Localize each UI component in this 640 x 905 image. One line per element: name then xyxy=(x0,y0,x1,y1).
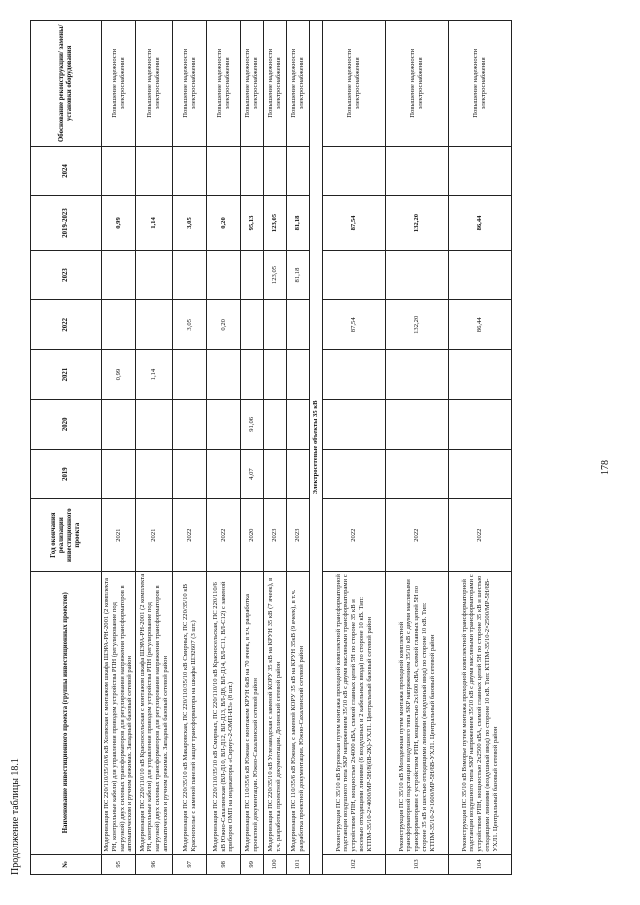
cell-v2021 xyxy=(386,350,449,400)
cell-v2023 xyxy=(207,250,241,300)
cell-year: 2022 xyxy=(207,499,241,571)
cell-total: 81,18 xyxy=(287,196,310,250)
cell-total: 3,05 xyxy=(173,196,207,250)
cell-v2024 xyxy=(207,146,241,196)
header-cell: Обоснование реконструкции/ замены/ установки оборудования xyxy=(31,21,102,147)
cell-v2023 xyxy=(102,250,136,300)
cell-name: Модернизация ПС 220/110/35/10/6 кВ Холмская с монтажом шкафа ШЭРА-РН-2001 (2 комплекта РН, контрольные кабели) для управления приводом устройства РПН (регулирование под нагрузкой) двух силовых трансформаторов для регулирования напряжения трансформаторов в автоматическом и ручном режимах. Западный базовый сетевой район xyxy=(102,571,136,854)
cell-v2023 xyxy=(323,250,386,300)
cell-n: 96 xyxy=(136,854,173,874)
cell-v2023 xyxy=(241,250,264,300)
header-cell: 2023 xyxy=(31,250,102,300)
cell-v2021 xyxy=(287,350,310,400)
table-row xyxy=(287,21,310,875)
header-cell: 2022 xyxy=(31,300,102,350)
cell-v2023 xyxy=(449,250,512,300)
table-row xyxy=(264,21,287,875)
header-cell: 2019-2023 xyxy=(31,196,102,250)
cell-v2020 xyxy=(323,399,386,449)
cell-v2023 xyxy=(386,250,449,300)
cell-v2024 xyxy=(386,146,449,196)
cell-v2019 xyxy=(264,449,287,499)
cell-v2024 xyxy=(136,146,173,196)
cell-v2022: 132,20 xyxy=(386,300,449,350)
cell-v2019 xyxy=(102,449,136,499)
cell-total: 87,54 xyxy=(323,196,386,250)
cell-name: Модернизация ПС 220/35/10 кВ Углезаводская с заменой КОРУ 35 кВ на КРУН 35 кВ (7 ячеек), в т.ч. разработка проектной документации. Долинский сетевой район xyxy=(264,571,287,854)
cell-v2019 xyxy=(287,449,310,499)
table-row xyxy=(136,21,173,875)
cell-v2024 xyxy=(102,146,136,196)
cell-v2019: 4,07 xyxy=(241,449,264,499)
cell-v2021: 1,14 xyxy=(136,350,173,400)
cell-n: 95 xyxy=(102,854,136,874)
cell-n: 101 xyxy=(287,854,310,874)
cell-reason: Повышение надежности электроснабжения xyxy=(136,21,173,147)
cell-v2022 xyxy=(241,300,264,350)
section-row xyxy=(310,21,323,875)
cell-v2024 xyxy=(323,146,386,196)
header-cell: Год окончания реализации инвестиционного проекта xyxy=(31,499,102,571)
cell-total: 123,05 xyxy=(264,196,287,250)
cell-name: Реконструкция ПС 35/10 кВ Взморье путем монтажа проходной комплектной трансформаторной подстанции воздушного типа SKP напряжением 35/10 кВ с двумя масляными трансформаторами с устройством РПН, мощностью 2х2500 кВА, схемой главных цепей 5Н по стороне 35 кВ и шестью отходящими линиями (воздушный ввод) по стороне 10 кВ. Тип: КТПМ-35/10-2×2500/МР-5Н/6В-УХЛ1. Центральный базовый сетевой район xyxy=(449,571,512,854)
cell-reason: Повышение надежности электроснабжения xyxy=(264,21,287,147)
cell-name: Реконструкция ПС 35/10 кВ Буровская путем монтажа проходной комплектной трансформаторной подстанции воздушного типа SKP напряжением 35/10 кВ с двумя масляными трансформаторами с устройством РПН, мощностью 2х4000 кВА, схемой главных цепей 5Н по стороне 35 кВ и восемью отходящими линиями (6 воздушных и 2 кабельных ввода) по стороне 10 кВ. Тип: КТПМ-35/10-2×4000/МР-5Н/8(6В-2К)-УХЛ1. Центральный базовый сетевой район xyxy=(323,571,386,854)
cell-year: 2021 xyxy=(102,499,136,571)
cell-name: Модернизация ПС 220/35/10 кВ Макаровская, ПС 220/110/35/10 кВ Смирных, ПС 220/35/10 кВ Краснополье с заменой панелей защит трансформатора на шкафы ШЭ2607 (3 шт.) xyxy=(173,571,207,854)
cell-v2024 xyxy=(173,146,207,196)
page-number: 178 xyxy=(600,460,611,475)
header-cell: 2019 xyxy=(31,449,102,499)
table-row xyxy=(449,21,512,875)
cell-v2021 xyxy=(173,350,207,400)
cell-reason: Повышение надежности электроснабжения xyxy=(449,21,512,147)
cell-reason: Повышение надежности электроснабжения xyxy=(241,21,264,147)
table-row xyxy=(241,21,264,875)
cell-name: Модернизация ПС 220/110/10 кВ Красносельская с монтажом шкафа ШЭРА-РН-2001 (2 комплекта РН, контрольные кабели) для управления приводом устройства РПН (регулирование под нагрузкой) двух силовых трансформаторов для регулирования напряжения трансформаторов в автоматическом и ручном режимах. Западный базовый сетевой район xyxy=(136,571,173,854)
table-row xyxy=(102,21,136,875)
cell-year: 2022 xyxy=(173,499,207,571)
cell-total: 0,99 xyxy=(102,196,136,250)
cell-year: 2022 xyxy=(449,499,512,571)
cell-v2019 xyxy=(207,449,241,499)
cell-v2020 xyxy=(102,399,136,449)
cell-v2020 xyxy=(287,399,310,449)
cell-v2020 xyxy=(173,399,207,449)
cell-reason: Повышение надежности электроснабжения xyxy=(323,21,386,147)
cell-n: 100 xyxy=(264,854,287,874)
cell-total: 95,13 xyxy=(241,196,264,250)
cell-v2024 xyxy=(264,146,287,196)
cell-v2024 xyxy=(241,146,264,196)
cell-v2019 xyxy=(386,449,449,499)
cell-reason: Повышение надежности электроснабжения xyxy=(287,21,310,147)
cell-v2023 xyxy=(136,250,173,300)
cell-total: 86,44 xyxy=(449,196,512,250)
cell-v2021: 0,99 xyxy=(102,350,136,400)
cell-v2023 xyxy=(173,250,207,300)
cell-v2019 xyxy=(449,449,512,499)
cell-v2021 xyxy=(449,350,512,400)
cell-v2020 xyxy=(386,399,449,449)
cell-v2022 xyxy=(102,300,136,350)
cell-v2019 xyxy=(136,449,173,499)
cell-reason: Повышение надежности электроснабжения xyxy=(173,21,207,147)
cell-v2020 xyxy=(136,399,173,449)
cell-v2019 xyxy=(323,449,386,499)
investment-table xyxy=(30,20,512,875)
cell-v2021 xyxy=(241,350,264,400)
cell-v2024 xyxy=(287,146,310,196)
section-title: Электросетевые объекты 35 кВ xyxy=(310,21,323,875)
cell-total: 0,20 xyxy=(207,196,241,250)
header-cell: 2024 xyxy=(31,146,102,196)
cell-v2024 xyxy=(449,146,512,196)
header-cell: № xyxy=(31,854,102,874)
cell-v2021 xyxy=(207,350,241,400)
cell-v2022: 3,05 xyxy=(173,300,207,350)
cell-year: 2020 xyxy=(241,499,264,571)
cell-name: Модернизация ПС 110/35/6 кВ Южная с монтажом КРУН 6кВ на 70 ячеек, в т.ч. разработка проектной документации. Южно-Сахалинский сетевой район xyxy=(241,571,264,854)
cell-v2021 xyxy=(264,350,287,400)
header-cell: 2021 xyxy=(31,350,102,400)
cell-n: 98 xyxy=(207,854,241,874)
cell-v2022: 0,20 xyxy=(207,300,241,350)
cell-v2022 xyxy=(287,300,310,350)
cell-year: 2023 xyxy=(287,499,310,571)
cell-v2020 xyxy=(449,399,512,449)
cell-v2020: 91,06 xyxy=(241,399,264,449)
cell-n: 103 xyxy=(386,854,449,874)
cell-year: 2023 xyxy=(264,499,287,571)
cell-n: 102 xyxy=(323,854,386,874)
cell-reason: Повышение надежности электроснабжения xyxy=(102,21,136,147)
header-row xyxy=(31,21,102,875)
cell-v2019 xyxy=(173,449,207,499)
cell-year: 2022 xyxy=(323,499,386,571)
cell-year: 2021 xyxy=(136,499,173,571)
table-row xyxy=(323,21,386,875)
cell-v2023: 81,18 xyxy=(287,250,310,300)
cell-reason: Повышение надежности электроснабжения xyxy=(386,21,449,147)
cell-v2022: 87,54 xyxy=(323,300,386,350)
cell-v2021 xyxy=(323,350,386,400)
cell-name: Модернизация ПС 110/35/6 кВ Южная, с заменой КОРУ 35 кВ на КРУН 35кВ (9 ячеек), в т.ч. разработка проектной документации. Южно-Сахалинский сетевой район xyxy=(287,571,310,854)
table-row xyxy=(173,21,207,875)
cell-v2020 xyxy=(207,399,241,449)
cell-total: 132,20 xyxy=(386,196,449,250)
cell-name: Реконструкция ПС 35/10 кВ Молодежная путем монтажа проходной комплектной трансформаторной подстанции воздушного типа SKP напряжением 35/10 кВ с двумя масляными трансформаторами с устройством РПН, мощностью 2х1600 кВА, схемой главных цепей 5Н по стороне 35 кВ и шестью отходящими линиями (воздушный ввод) по стороне 10 кВ. Тип: КТПМ-35/10-2×1600/МР-5Н/6В-УХЛ1. Центральный базовый сетевой район xyxy=(386,571,449,854)
cell-total: 1,14 xyxy=(136,196,173,250)
header-cell: Наименование инвестиционного проекта (группы инвестиционных проектов) xyxy=(31,571,102,854)
cell-v2022 xyxy=(264,300,287,350)
cell-v2023: 123,05 xyxy=(264,250,287,300)
cell-name: Модернизация ПС 220/110/35/10 кВ Смирных, ПС 220/110/10 кВ Красносельская, ПС 220/110/6 кВ Южно-Сахалинская (ВЛ-Д10, ВЛ-Д12, ВЛ-Д13, ВЛ-Д8, ВЛ-Д14, ВЛ-С11, ВЛ-С12) с заменой приборов ОМП на индикаторы «Сириус-2-ОМП-И3» (8 шт.) xyxy=(207,571,241,854)
cell-n: 104 xyxy=(449,854,512,874)
cell-v2020 xyxy=(264,399,287,449)
cell-n: 99 xyxy=(241,854,264,874)
cell-reason: Повышение надежности электроснабжения xyxy=(207,21,241,147)
table-row xyxy=(386,21,449,875)
cell-year: 2022 xyxy=(386,499,449,571)
table-caption: Продолжение таблицы 18.1 xyxy=(10,758,21,875)
cell-v2022 xyxy=(136,300,173,350)
table-row xyxy=(207,21,241,875)
cell-v2022: 86,44 xyxy=(449,300,512,350)
header-cell: 2020 xyxy=(31,399,102,449)
cell-n: 97 xyxy=(173,854,207,874)
